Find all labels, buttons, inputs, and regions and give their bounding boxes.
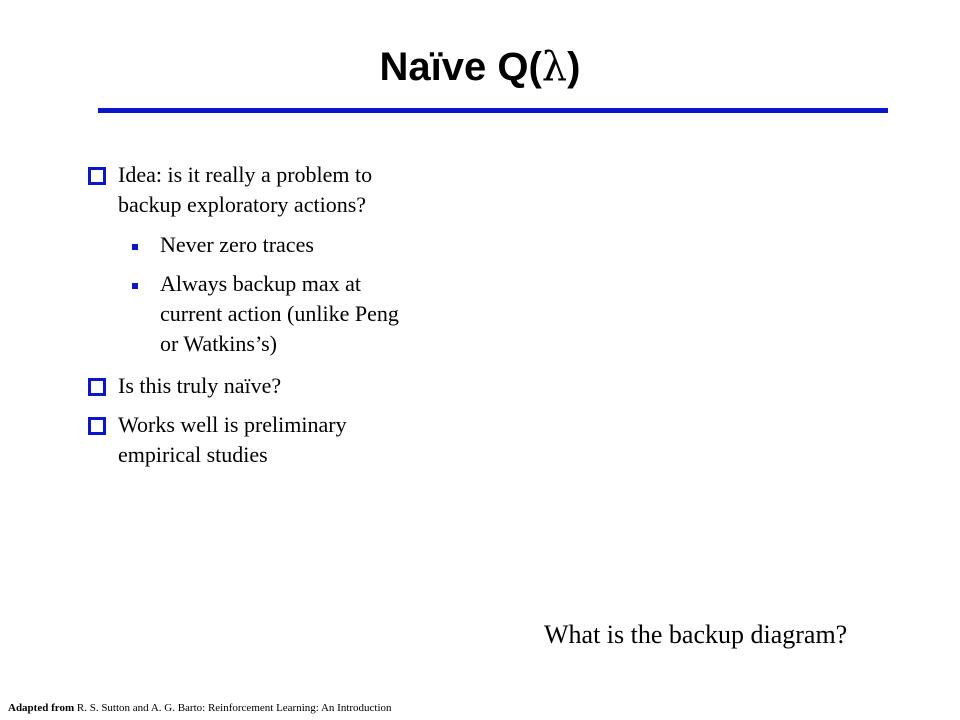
footer-rest: R. S. Sutton and A. G. Barto: Reinforcement Learning: An Introduction (74, 702, 392, 714)
bullet-line: Works well is preliminary (118, 412, 347, 437)
footer-bold: Adapted from (8, 702, 75, 714)
sub-bullet-dot-icon (132, 283, 138, 289)
sub-bullet-always-backup (160, 269, 399, 359)
sub-bullet-line: or Watkins’s) (160, 331, 277, 356)
sub-bullet-line: current action (unlike Peng (160, 301, 399, 326)
sub-bullet-line: Always backup max at (160, 271, 361, 296)
sub-bullet-never-zero (160, 230, 314, 260)
bullet-line: Is this truly naïve? (118, 373, 282, 398)
sub-bullet-line: Never zero traces (160, 232, 314, 257)
bullet-idea (118, 160, 372, 220)
bullet-line: backup exploratory actions? (118, 192, 367, 217)
sub-bullet-dot-icon (132, 244, 138, 250)
bullet-truly-naive (118, 371, 281, 401)
square-bullet-icon (88, 167, 106, 185)
footer-credit (8, 701, 392, 715)
square-bullet-icon (88, 417, 106, 435)
slide-title (0, 44, 960, 90)
bullet-line: Idea: is it really a problem to (118, 162, 373, 187)
backup-diagram-question: What is the backup diagram? (544, 620, 848, 649)
title-close: ) (567, 45, 581, 89)
bullet-line: empirical studies (118, 442, 268, 467)
bullet-works-well (118, 410, 347, 470)
title-divider (98, 108, 888, 113)
lambda-symbol: λ (541, 44, 568, 90)
square-bullet-icon (88, 378, 106, 396)
title-text: Naïve Q( (379, 45, 542, 89)
